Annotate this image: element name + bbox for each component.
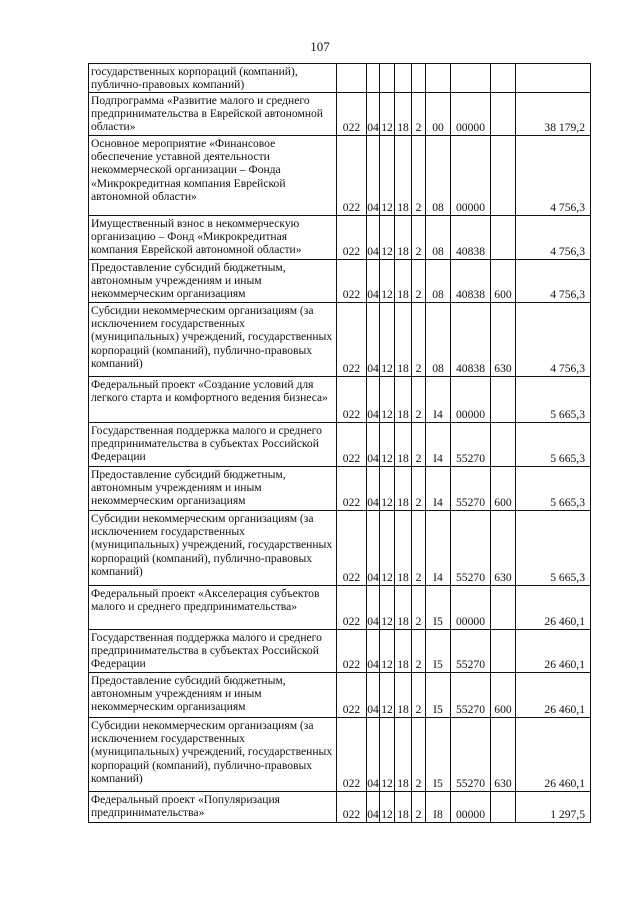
- subsection-code: 12: [380, 673, 395, 718]
- table-row: [89, 718, 591, 792]
- ministry-code: 022: [337, 303, 367, 377]
- direction-code: 40838: [451, 260, 491, 303]
- subprogram-code: 2: [412, 260, 426, 303]
- ministry-code: [337, 64, 367, 93]
- row-name: Предоставление субсидий бюджетным, автономным учреждениям и иным некоммерческим организациям: [89, 260, 337, 303]
- amount-cell: 26 460,1: [516, 586, 591, 630]
- subsection-code: 12: [380, 792, 395, 823]
- row-name: Основное мероприятие «Финансовое обеспечение уставной деятельности некоммерческой организации – Фонда «Микрокредитная компания Еврейской автономной области»: [89, 136, 337, 216]
- group-code: I4: [426, 377, 451, 423]
- section-code: 04: [367, 630, 380, 673]
- group-code: I5: [426, 630, 451, 673]
- table-row: [89, 216, 591, 260]
- expense-type-code: [491, 423, 516, 467]
- program-code: 18: [395, 511, 412, 586]
- expense-type-code: 600: [491, 467, 516, 511]
- ministry-code: 022: [337, 467, 367, 511]
- subsection-code: 12: [380, 260, 395, 303]
- group-code: 08: [426, 216, 451, 260]
- subprogram-code: 2: [412, 673, 426, 718]
- table-row: [89, 673, 591, 718]
- subprogram-code: 2: [412, 216, 426, 260]
- expense-type-code: 630: [491, 511, 516, 586]
- ministry-code: 022: [337, 93, 367, 136]
- program-code: 18: [395, 792, 412, 823]
- subprogram-code: 2: [412, 136, 426, 216]
- amount-cell: [516, 64, 591, 93]
- table-row: [89, 586, 591, 630]
- section-code: 04: [367, 423, 380, 467]
- direction-code: 00000: [451, 377, 491, 423]
- section-code: 04: [367, 93, 380, 136]
- program-code: 18: [395, 673, 412, 718]
- ministry-code: 022: [337, 792, 367, 823]
- subsection-code: 12: [380, 423, 395, 467]
- direction-code: 00000: [451, 136, 491, 216]
- table-row: [89, 303, 591, 377]
- amount-cell: 4 756,3: [516, 136, 591, 216]
- expense-type-code: [491, 136, 516, 216]
- program-code: 18: [395, 423, 412, 467]
- subprogram-code: 2: [412, 511, 426, 586]
- subsection-code: 12: [380, 303, 395, 377]
- section-code: 04: [367, 718, 380, 792]
- expense-type-code: 630: [491, 718, 516, 792]
- direction-code: 40838: [451, 303, 491, 377]
- ministry-code: 022: [337, 423, 367, 467]
- table-row: [89, 377, 591, 423]
- section-code: [367, 64, 380, 93]
- expense-type-code: [491, 64, 516, 93]
- section-code: 04: [367, 136, 380, 216]
- expense-type-code: [491, 630, 516, 673]
- table-row: [89, 136, 591, 216]
- expense-type-code: [491, 377, 516, 423]
- ministry-code: 022: [337, 630, 367, 673]
- expense-type-code: [491, 93, 516, 136]
- subprogram-code: 2: [412, 377, 426, 423]
- section-code: 04: [367, 377, 380, 423]
- program-code: 18: [395, 216, 412, 260]
- ministry-code: 022: [337, 586, 367, 630]
- amount-cell: 4 756,3: [516, 216, 591, 260]
- table-row: [89, 467, 591, 511]
- row-name: Государственная поддержка малого и среднего предпринимательства в субъектах Российской Федерации: [89, 630, 337, 673]
- expense-type-code: 630: [491, 303, 516, 377]
- subsection-code: 12: [380, 718, 395, 792]
- subsection-code: 12: [380, 630, 395, 673]
- table-row: [89, 792, 591, 823]
- amount-cell: 5 665,3: [516, 467, 591, 511]
- direction-code: 55270: [451, 467, 491, 511]
- subsection-code: 12: [380, 136, 395, 216]
- amount-cell: 26 460,1: [516, 630, 591, 673]
- table-row: [89, 64, 591, 93]
- program-code: 18: [395, 377, 412, 423]
- section-code: 04: [367, 467, 380, 511]
- table-row: [89, 630, 591, 673]
- group-code: I4: [426, 423, 451, 467]
- direction-code: 00000: [451, 586, 491, 630]
- group-code: 08: [426, 136, 451, 216]
- section-code: 04: [367, 673, 380, 718]
- row-name: Федеральный проект «Акселерация субъектов малого и среднего предпринимательства»: [89, 586, 337, 630]
- direction-code: 40838: [451, 216, 491, 260]
- subsection-code: 12: [380, 377, 395, 423]
- ministry-code: 022: [337, 718, 367, 792]
- amount-cell: 4 756,3: [516, 260, 591, 303]
- page-number: 107: [310, 39, 330, 54]
- group-code: I8: [426, 792, 451, 823]
- amount-cell: 5 665,3: [516, 377, 591, 423]
- direction-code: 55270: [451, 673, 491, 718]
- ministry-code: 022: [337, 216, 367, 260]
- subsection-code: 12: [380, 467, 395, 511]
- section-code: 04: [367, 511, 380, 586]
- program-code: 18: [395, 93, 412, 136]
- program-code: 18: [395, 718, 412, 792]
- section-code: 04: [367, 303, 380, 377]
- subprogram-code: 2: [412, 467, 426, 511]
- section-code: 04: [367, 216, 380, 260]
- row-name: Предоставление субсидий бюджетным, автономным учреждениям и иным некоммерческим организациям: [89, 673, 337, 718]
- subprogram-code: 2: [412, 630, 426, 673]
- ministry-code: 022: [337, 260, 367, 303]
- section-code: 04: [367, 260, 380, 303]
- row-name: Имущественный взнос в некоммерческую организацию – Фонд «Микрокредитная компания Еврейской автономной области»: [89, 216, 337, 260]
- program-code: 18: [395, 467, 412, 511]
- subsection-code: 12: [380, 216, 395, 260]
- section-code: 04: [367, 792, 380, 823]
- table-row: [89, 93, 591, 136]
- amount-cell: 38 179,2: [516, 93, 591, 136]
- ministry-code: 022: [337, 511, 367, 586]
- direction-code: 55270: [451, 718, 491, 792]
- row-name: государственных корпораций (компаний), публично-правовых компаний): [89, 64, 337, 93]
- direction-code: 55270: [451, 630, 491, 673]
- direction-code: 00000: [451, 792, 491, 823]
- amount-cell: 26 460,1: [516, 718, 591, 792]
- budget-table: [88, 63, 591, 823]
- subprogram-code: [412, 64, 426, 93]
- group-code: 08: [426, 260, 451, 303]
- row-name: Государственная поддержка малого и среднего предпринимательства в субъектах Российской Федерации: [89, 423, 337, 467]
- group-code: I5: [426, 586, 451, 630]
- amount-cell: 4 756,3: [516, 303, 591, 377]
- program-code: 18: [395, 136, 412, 216]
- subprogram-code: 2: [412, 718, 426, 792]
- direction-code: [451, 64, 491, 93]
- subsection-code: [380, 64, 395, 93]
- amount-cell: 5 665,3: [516, 423, 591, 467]
- expense-type-code: 600: [491, 673, 516, 718]
- program-code: 18: [395, 260, 412, 303]
- row-name: Субсидии некоммерческим организациям (за исключением государственных (муниципальных) учреждений, государственных корпораций (компаний), публично-правовых компаний): [89, 303, 337, 377]
- group-code: I5: [426, 718, 451, 792]
- ministry-code: 022: [337, 136, 367, 216]
- ministry-code: 022: [337, 377, 367, 423]
- subprogram-code: 2: [412, 303, 426, 377]
- direction-code: 55270: [451, 511, 491, 586]
- table-row: [89, 423, 591, 467]
- subprogram-code: 2: [412, 792, 426, 823]
- amount-cell: 5 665,3: [516, 511, 591, 586]
- subprogram-code: 2: [412, 93, 426, 136]
- table-row: [89, 511, 591, 586]
- program-code: 18: [395, 630, 412, 673]
- subprogram-code: 2: [412, 423, 426, 467]
- expense-type-code: 600: [491, 260, 516, 303]
- amount-cell: 1 297,5: [516, 792, 591, 823]
- subsection-code: 12: [380, 93, 395, 136]
- group-code: [426, 64, 451, 93]
- direction-code: 00000: [451, 93, 491, 136]
- group-code: I5: [426, 673, 451, 718]
- program-code: 18: [395, 586, 412, 630]
- ministry-code: 022: [337, 673, 367, 718]
- program-code: [395, 64, 412, 93]
- group-code: 08: [426, 303, 451, 377]
- group-code: I4: [426, 511, 451, 586]
- group-code: I4: [426, 467, 451, 511]
- row-name: Субсидии некоммерческим организациям (за исключением государственных (муниципальных) учреждений, государственных корпораций (компаний), публично-правовых компаний): [89, 718, 337, 792]
- subsection-code: 12: [380, 511, 395, 586]
- row-name: Субсидии некоммерческим организациям (за исключением государственных (муниципальных) учреждений, государственных корпораций (компаний), публично-правовых компаний): [89, 511, 337, 586]
- expense-type-code: [491, 586, 516, 630]
- program-code: 18: [395, 303, 412, 377]
- row-name: Предоставление субсидий бюджетным, автономным учреждениям и иным некоммерческим организациям: [89, 467, 337, 511]
- expense-type-code: [491, 216, 516, 260]
- expense-type-code: [491, 792, 516, 823]
- amount-cell: 26 460,1: [516, 673, 591, 718]
- section-code: 04: [367, 586, 380, 630]
- row-name: Федеральный проект «Популяризация предпринимательства»: [89, 792, 337, 823]
- table-row: [89, 260, 591, 303]
- group-code: 00: [426, 93, 451, 136]
- row-name: Подпрограмма «Развитие малого и среднего предпринимательства в Еврейской автономной области»: [89, 93, 337, 136]
- subprogram-code: 2: [412, 586, 426, 630]
- row-name: Федеральный проект «Создание условий для легкого старта и комфортного ведения бизнеса»: [89, 377, 337, 423]
- direction-code: 55270: [451, 423, 491, 467]
- subsection-code: 12: [380, 586, 395, 630]
